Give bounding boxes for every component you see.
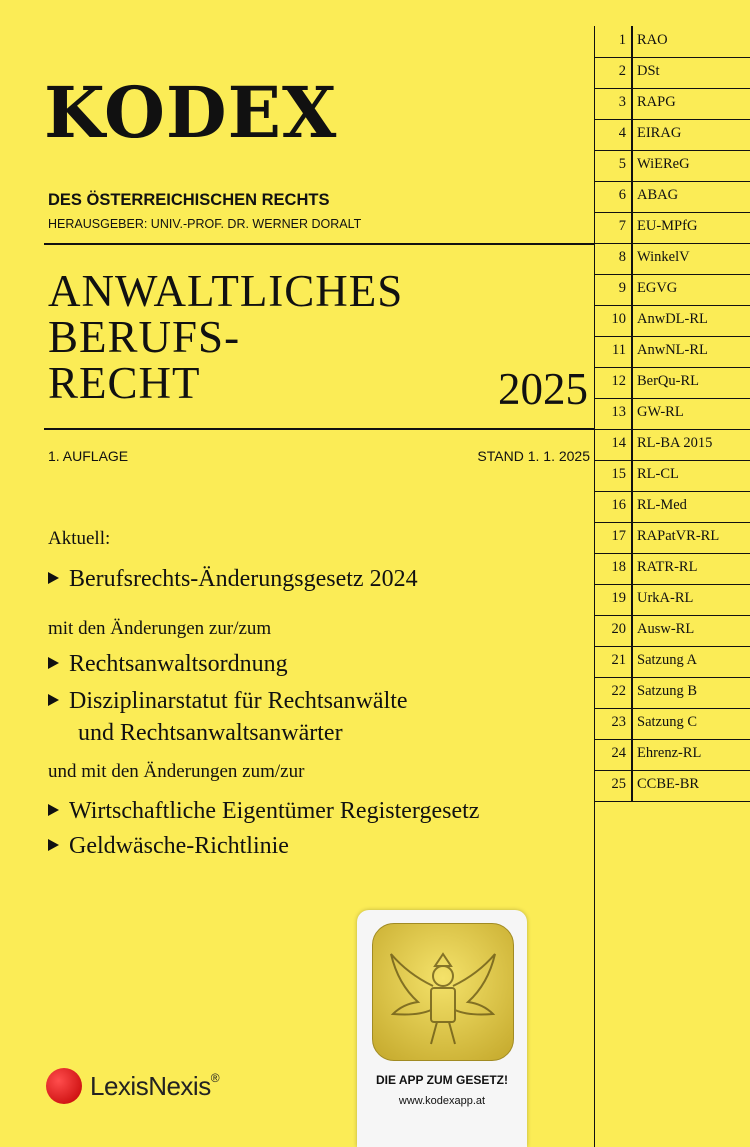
change-item-1-text: Rechtsanwaltsordnung [69,651,288,677]
change-item-3 [48,798,479,825]
register-row [595,336,750,368]
register-number: 20 [611,621,626,637]
change-item-2-text: Disziplinarstatut für Rechtsanwälte [69,688,408,714]
app-promo-card [357,910,527,1147]
register-row [595,708,750,740]
register-separator [631,460,633,491]
register-label: DSt [637,63,660,79]
register-separator [631,708,633,739]
intro-changes-1: mit den Änderungen zur/zum [48,618,272,639]
register-label: EIRAG [637,125,682,141]
register-separator [631,181,633,212]
register-label: EGVG [637,280,678,296]
register-row [595,398,750,430]
book-title-line-1: ANWALTLICHES [48,266,404,316]
register-label: WiEReG [637,156,690,172]
register-label: Satzung C [637,714,698,730]
brand-title: KODEX [44,71,338,154]
divider-middle [44,428,594,430]
change-item-2-continued: und Rechtsanwaltsanwärter [78,720,343,746]
register-label: CCBE-BR [637,776,700,792]
intro-changes-2: und mit den Änderungen zum/zur [48,761,305,782]
register-row [595,305,750,337]
lexisnexis-emblem-icon [46,1068,82,1104]
register-label: ABAG [637,187,679,203]
eagle-crest-icon [373,924,513,1060]
register-number: 21 [611,652,626,668]
register-separator [631,677,633,708]
register-number: 15 [611,466,626,482]
register-number: 2 [618,63,626,79]
register-number: 1 [618,32,626,48]
register-row [595,274,750,306]
register-separator [631,429,633,460]
register-number: 3 [618,94,626,110]
register-number: 12 [611,373,626,389]
register-number: 16 [611,497,626,513]
register-label: GW-RL [637,404,684,420]
book-title [48,268,403,406]
register-separator [631,553,633,584]
register-label: RAPatVR-RL [637,528,720,544]
register-row [595,739,750,771]
register-separator [631,770,633,801]
register-row [595,57,750,89]
register-number: 8 [618,249,626,265]
register-separator [631,305,633,336]
register-label: RL-BA 2015 [637,435,713,451]
register-separator [631,243,633,274]
register-number: 6 [618,187,626,203]
triangle-bullet-icon [48,572,59,584]
publisher-name: LexisNexis [90,1071,211,1101]
register-number: 13 [611,404,626,420]
triangle-bullet-icon [48,694,59,706]
register-row [595,770,750,802]
register-row [595,491,750,523]
register-row [595,26,750,58]
registered-mark: ® [210,1071,220,1085]
book-title-line-3: RECHT [48,358,201,408]
register-row [595,150,750,182]
register-separator [631,212,633,243]
register-row [595,212,750,244]
change-item-4 [48,833,289,860]
register-number: 18 [611,559,626,575]
edition-label: 1. AUFLAGE [48,448,129,464]
register-separator [631,57,633,88]
highlight-item [48,566,418,593]
register-row [595,646,750,678]
register-separator [631,274,633,305]
change-item-4-text: Geldwäsche-Richtlinie [69,833,289,859]
app-promo-title: DIE APP ZUM GESETZ! [375,1073,508,1087]
app-promo-url[interactable]: www.kodexapp.at [398,1095,486,1107]
register-number: 11 [612,342,626,358]
register-separator [631,584,633,615]
aktuell-label: Aktuell: [48,528,111,549]
register-separator [631,119,633,150]
register-row [595,243,750,275]
change-item-2 [48,688,408,715]
register-label: RL-Med [637,497,687,513]
divider-top [44,243,594,245]
register-row [595,553,750,585]
register-separator [631,646,633,677]
triangle-bullet-icon [48,804,59,816]
register-separator [631,491,633,522]
register-number: 19 [611,590,626,606]
register-label: WinkelV [637,249,690,265]
register-number: 7 [618,218,626,234]
brand-subtitle: DES ÖSTERREICHISCHEN RECHTS [48,191,330,209]
register-label: Satzung A [637,652,698,668]
register-number: 22 [611,683,626,699]
register-label: BerQu-RL [637,373,700,389]
register-row [595,615,750,647]
register-label: EU-MPfG [637,218,698,234]
register-label: RAPG [637,94,676,110]
book-year: 2025 [498,364,588,414]
register-separator [631,398,633,429]
register-label: AnwDL-RL [637,311,708,327]
register-row [595,367,750,399]
register-separator [631,522,633,553]
change-item-3-text: Wirtschaftliche Eigentümer Registergesetz [69,798,480,824]
register-number: 17 [611,528,626,544]
triangle-bullet-icon [48,839,59,851]
register-separator [631,367,633,398]
register-label: AnwNL-RL [637,342,708,358]
stand-label: STAND 1. 1. 2025 [477,448,590,464]
highlight-text: Berufsrechts-Änderungsgesetz 2024 [69,566,418,592]
register-separator [631,150,633,181]
register-separator [631,26,633,57]
book-title-line-2: BERUFS- [48,312,241,362]
register-label: Ehrenz-RL [637,745,702,761]
register-index [594,26,750,1147]
register-number: 23 [611,714,626,730]
register-number: 24 [611,745,626,761]
register-number: 14 [611,435,626,451]
register-number: 5 [618,156,626,172]
register-label: RAO [637,32,668,48]
register-separator [631,739,633,770]
register-row [595,429,750,461]
triangle-bullet-icon [48,657,59,669]
change-item-1 [48,651,288,678]
register-label: Ausw-RL [637,621,695,637]
register-separator [631,336,633,367]
register-number: 10 [611,311,626,327]
register-row [595,181,750,213]
register-number: 4 [618,125,626,141]
register-number: 9 [618,280,626,296]
register-row [595,522,750,554]
register-row [595,460,750,492]
register-separator [631,615,633,646]
register-label: RL-CL [637,466,679,482]
register-label: UrkA-RL [637,590,694,606]
editor-line: HERAUSGEBER: UNIV.-PROF. DR. WERNER DORALT [48,217,362,231]
register-label: Satzung B [637,683,698,699]
register-row [595,119,750,151]
register-label: RATR-RL [637,559,698,575]
app-icon [372,923,514,1061]
register-row [595,677,750,709]
register-number: 25 [611,776,626,792]
register-separator [631,88,633,119]
register-row [595,88,750,120]
register-row [595,584,750,616]
